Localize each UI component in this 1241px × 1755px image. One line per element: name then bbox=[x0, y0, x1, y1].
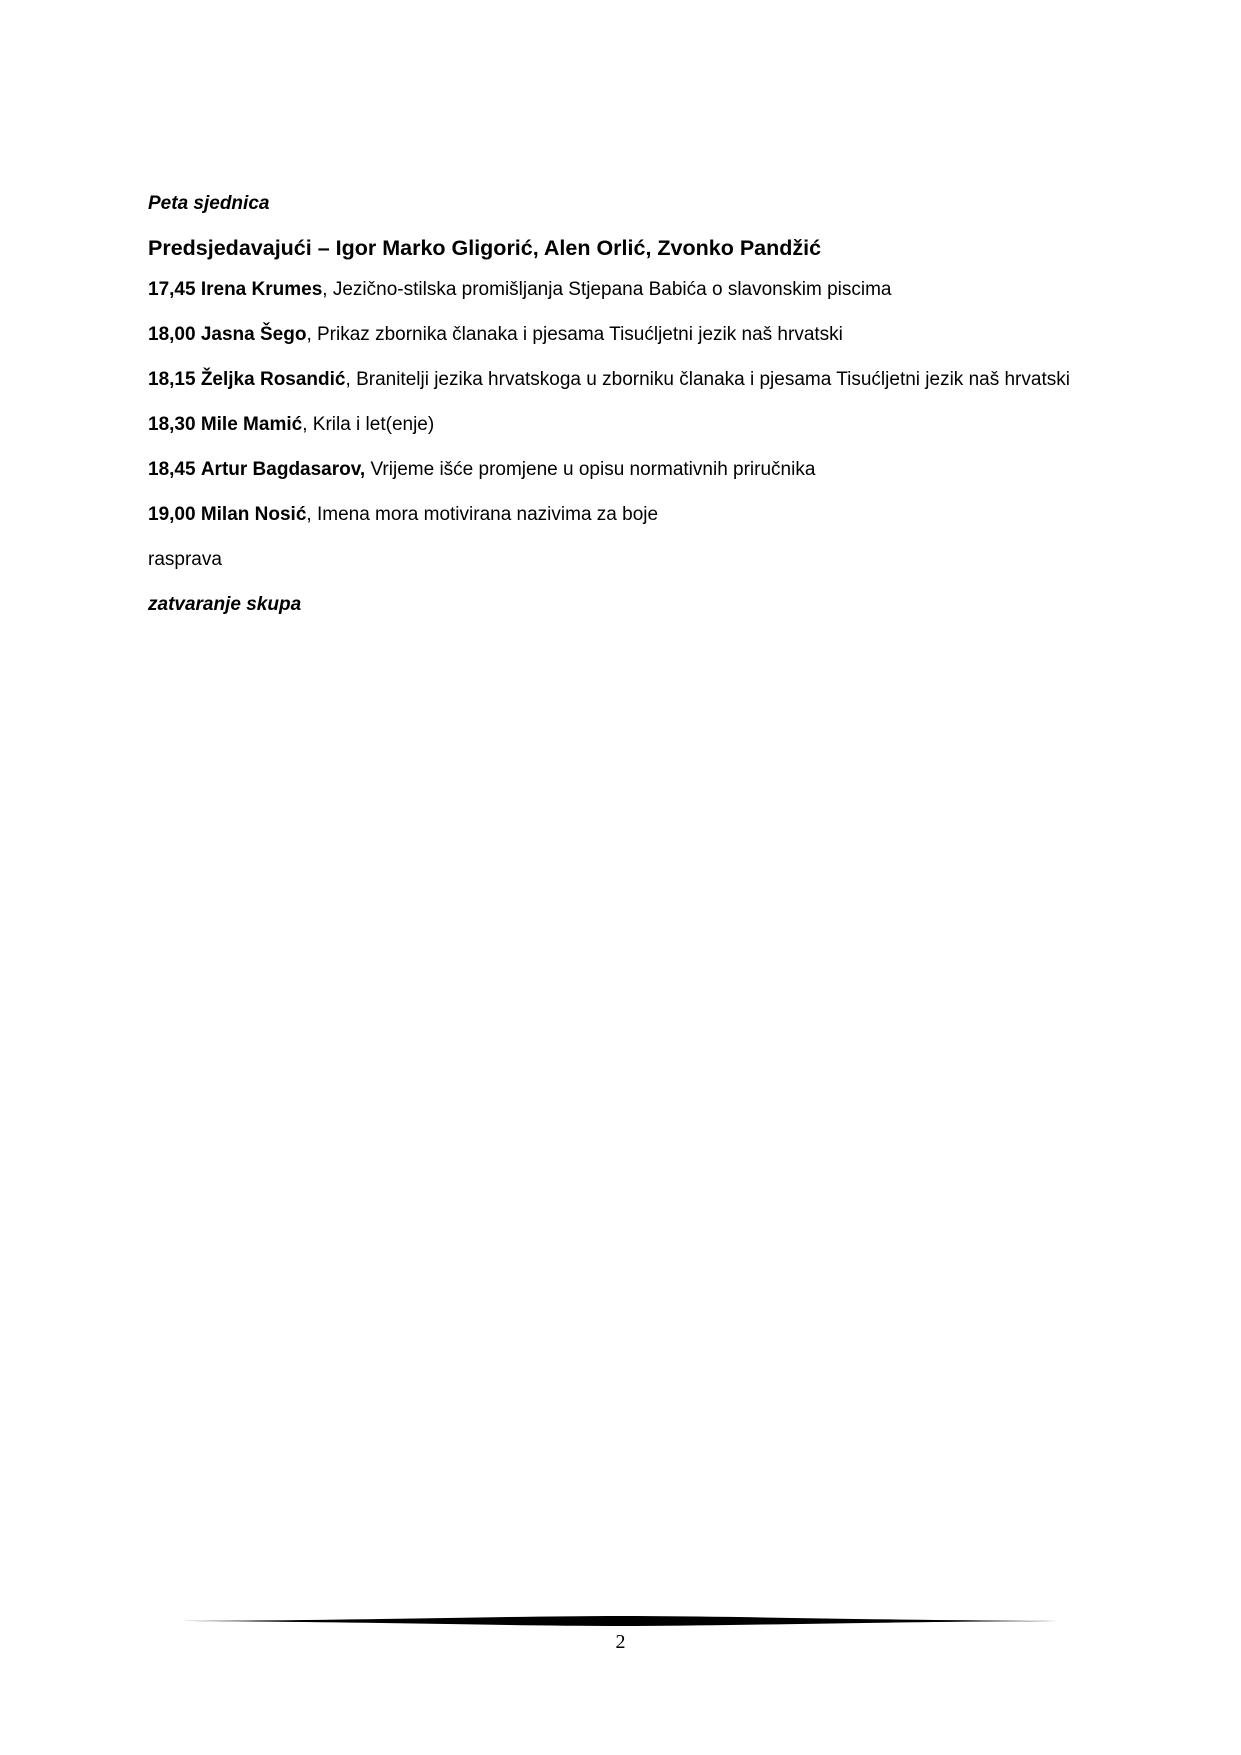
entry-talk: Prikaz zbornika članaka i pjesama Tisućljetni jezik naš hrvatski bbox=[317, 324, 843, 345]
program-entry bbox=[148, 276, 1088, 304]
session-title: Peta sjednica bbox=[148, 193, 270, 214]
entry-separator: , bbox=[306, 324, 317, 345]
entry-time: 19,00 bbox=[148, 504, 196, 525]
entry-talk: Branitelji jezika hrvatskoga u zborniku članaka i pjesama Tisućljetni jezik naš hrvatski bbox=[356, 369, 1070, 390]
program-entry bbox=[148, 321, 1088, 349]
entry-time: 18,00 bbox=[148, 324, 196, 345]
entry-separator: , bbox=[345, 369, 357, 390]
entry-speaker: Mile Mamić bbox=[200, 414, 303, 435]
program-entry bbox=[148, 501, 1088, 529]
footer-divider bbox=[170, 1614, 1072, 1628]
entry-time: 17,45 bbox=[148, 279, 196, 300]
entry-time: 18,30 bbox=[148, 414, 196, 435]
entry-talk: Jezično-stilska promišljanja Stjepana Babića o slavonskim piscima bbox=[332, 279, 892, 300]
entry-talk: Krila i let(enje) bbox=[312, 414, 435, 435]
entry-separator: , bbox=[302, 414, 313, 435]
entry-speaker: Željka Rosandić bbox=[200, 369, 346, 390]
entry-time: 18,45 bbox=[148, 459, 196, 480]
entry-speaker: Jasna Šego bbox=[200, 324, 307, 345]
closing-item: zatvaranje skupa bbox=[148, 594, 302, 615]
program-entry bbox=[148, 411, 1088, 439]
entry-talk: Imena mora motivirana nazivima za boje bbox=[316, 504, 659, 525]
entry-speaker: Artur Bagdasarov, bbox=[200, 459, 366, 480]
discussion-item: rasprava bbox=[148, 549, 222, 570]
session-content bbox=[148, 192, 1088, 619]
entry-talk: Vrijeme išće promjene u opisu normativnih priručnika bbox=[370, 459, 816, 480]
entry-separator: , bbox=[322, 279, 333, 300]
entry-speaker: Irena Krumes bbox=[200, 279, 323, 300]
entry-speaker: Milan Nosić bbox=[200, 504, 307, 525]
session-chairs: Predsjedavajući – Igor Marko Gligorić, Alen Orlić, Zvonko Pandžić bbox=[148, 236, 822, 260]
entry-time: 18,15 bbox=[148, 369, 196, 390]
program-entry bbox=[148, 366, 1088, 394]
page-number: 2 bbox=[615, 1631, 626, 1653]
program-entry bbox=[148, 456, 1088, 484]
entry-separator: , bbox=[306, 504, 317, 525]
